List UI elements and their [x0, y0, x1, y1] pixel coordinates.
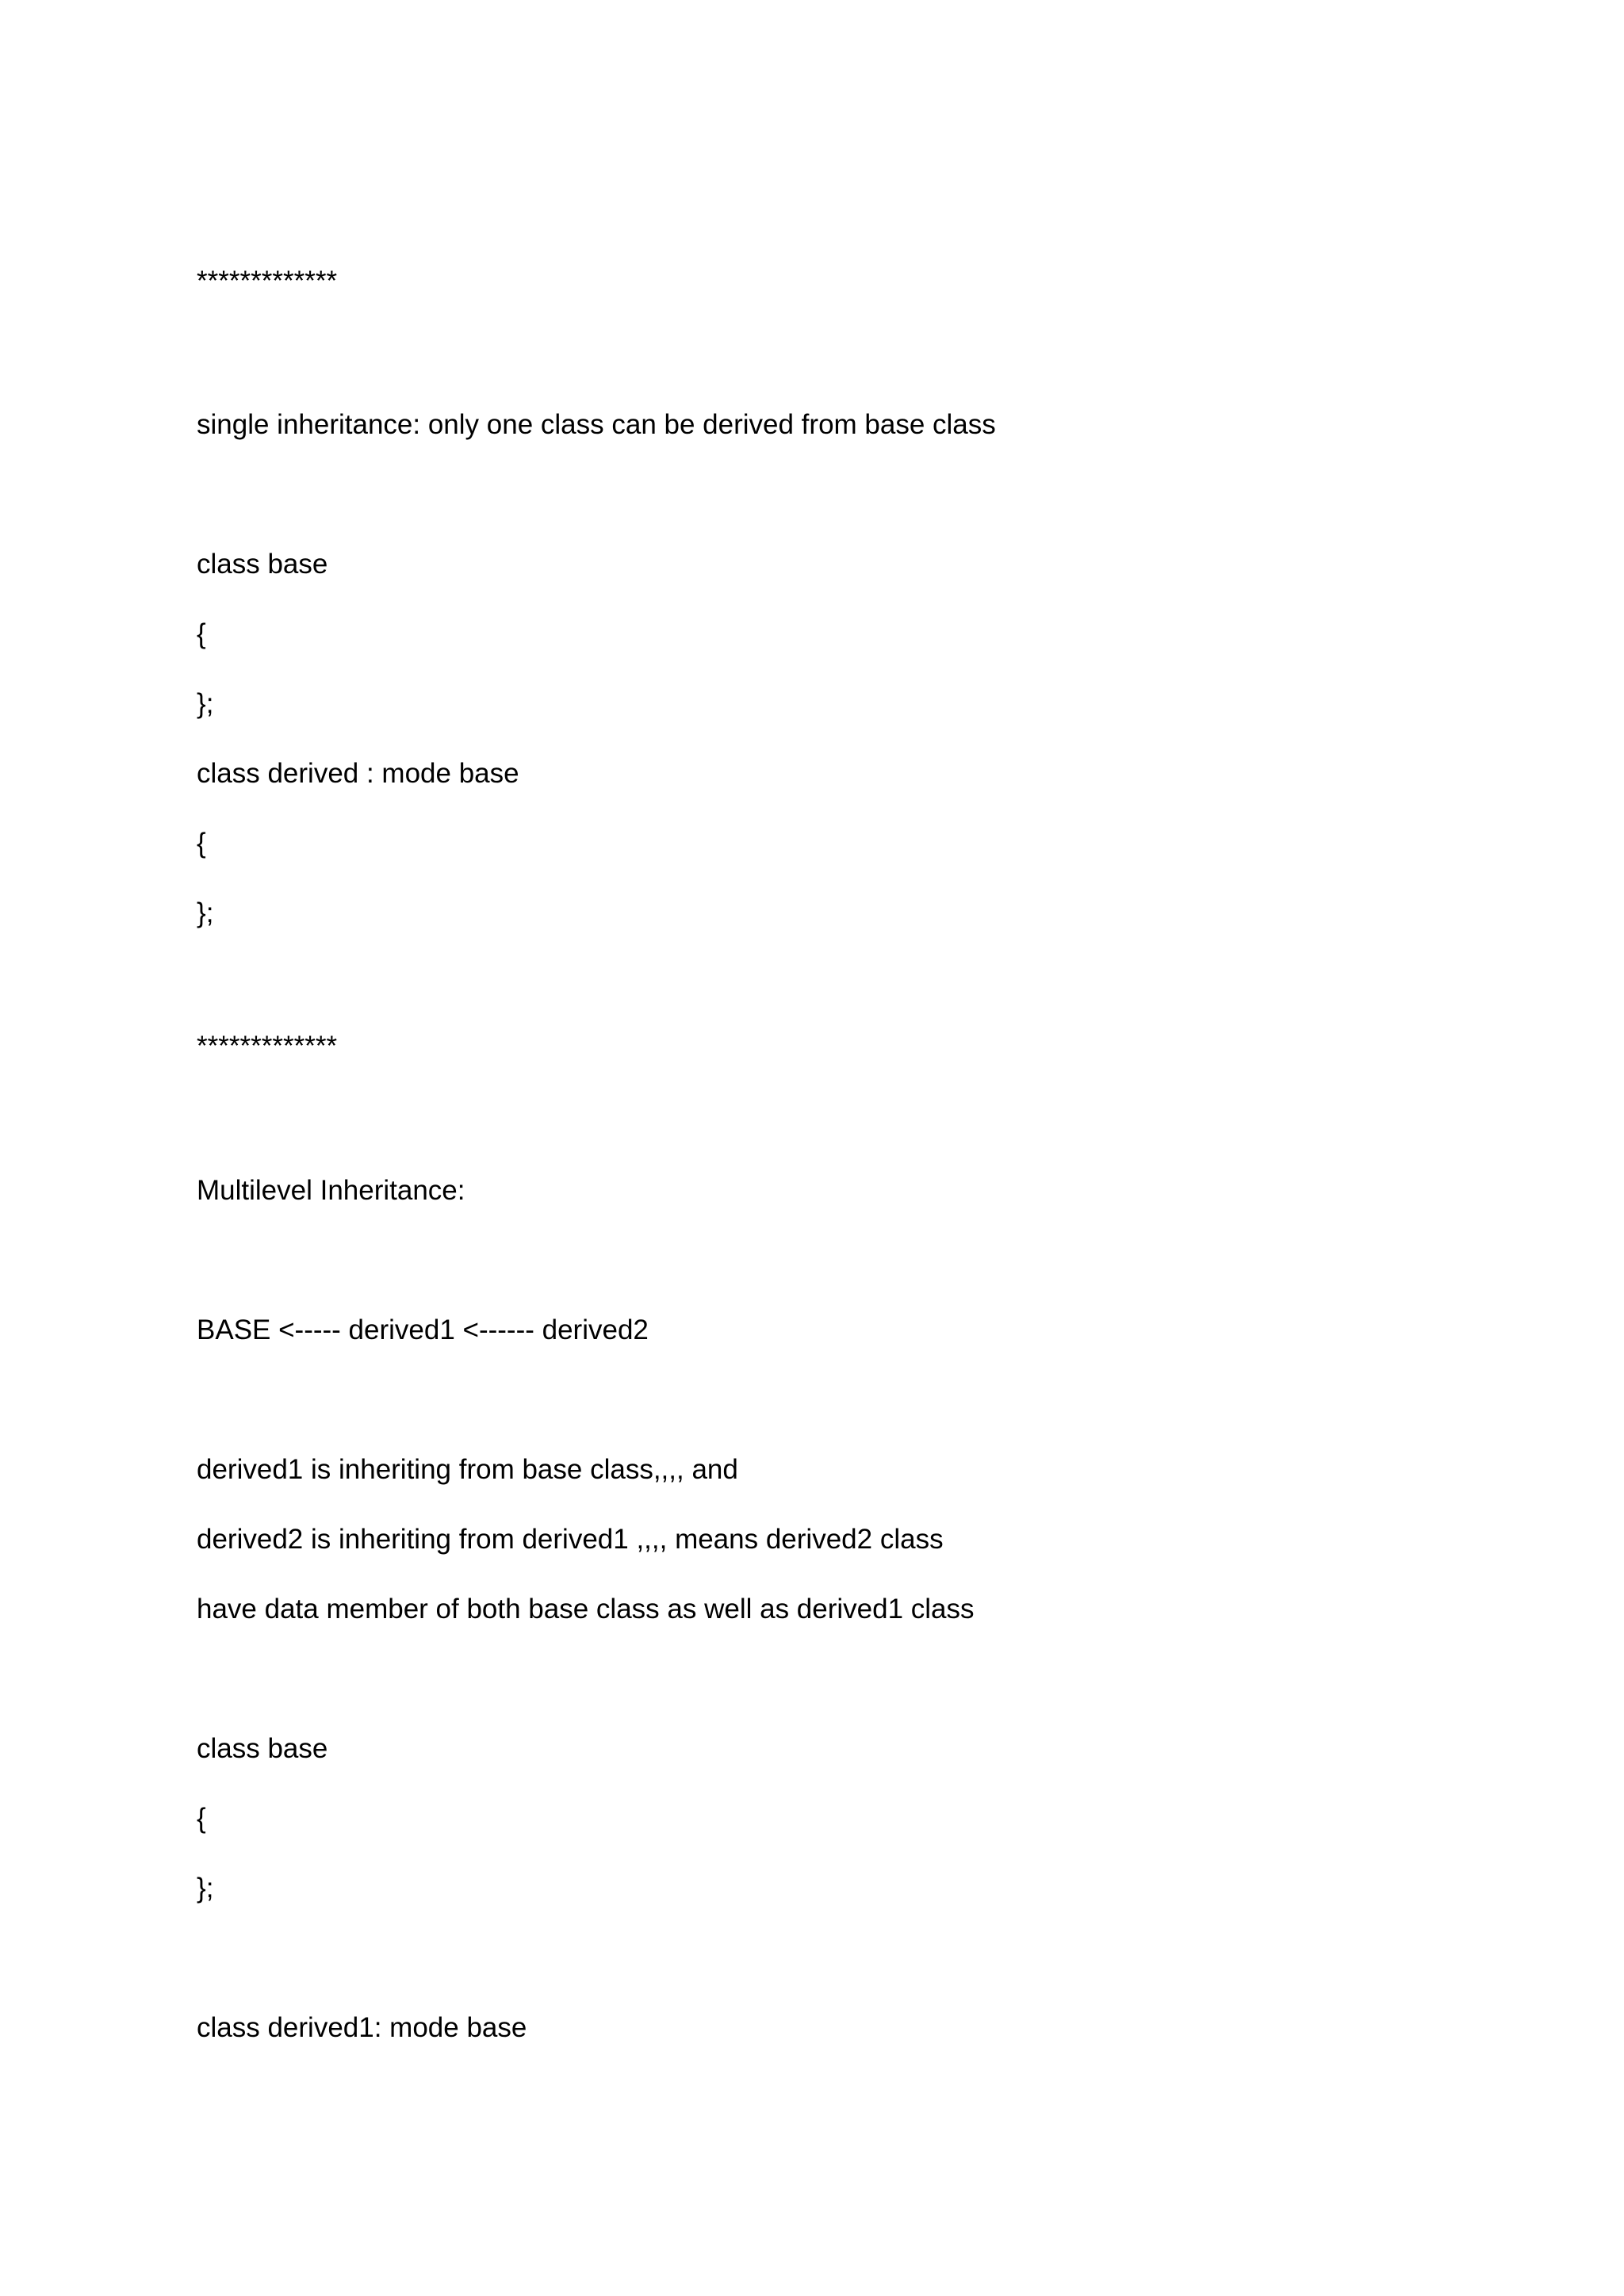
code-line: {	[197, 618, 206, 649]
code-line: };	[197, 897, 214, 928]
paragraph-line: have data member of both base class as well as derived1 class	[197, 1594, 975, 1624]
code-line: class derived : mode base	[197, 758, 519, 789]
inheritance-chain-text: BASE <----- derived1 <------ derived2	[197, 1314, 649, 1345]
code-line: class base	[197, 549, 328, 580]
multilevel-inheritance-heading: Multilevel Inheritance:	[197, 1175, 465, 1206]
code-line: {	[197, 828, 206, 859]
paragraph-line: derived2 is inheriting from derived1 ,,,, means derived2 class	[197, 1524, 944, 1555]
code-line: {	[197, 1803, 206, 1834]
separator-line: *************	[197, 266, 338, 297]
code-line: class base	[197, 1733, 328, 1764]
paragraph-line: derived1 is inheriting from base class,,,, and	[197, 1454, 738, 1485]
separator-line: *************	[197, 1031, 338, 1062]
code-line: };	[197, 1873, 214, 1904]
single-inheritance-heading: single inheritance: only one class can be derived from base class	[197, 409, 996, 440]
code-line: class derived1: mode base	[197, 2012, 527, 2043]
code-line: };	[197, 688, 214, 719]
